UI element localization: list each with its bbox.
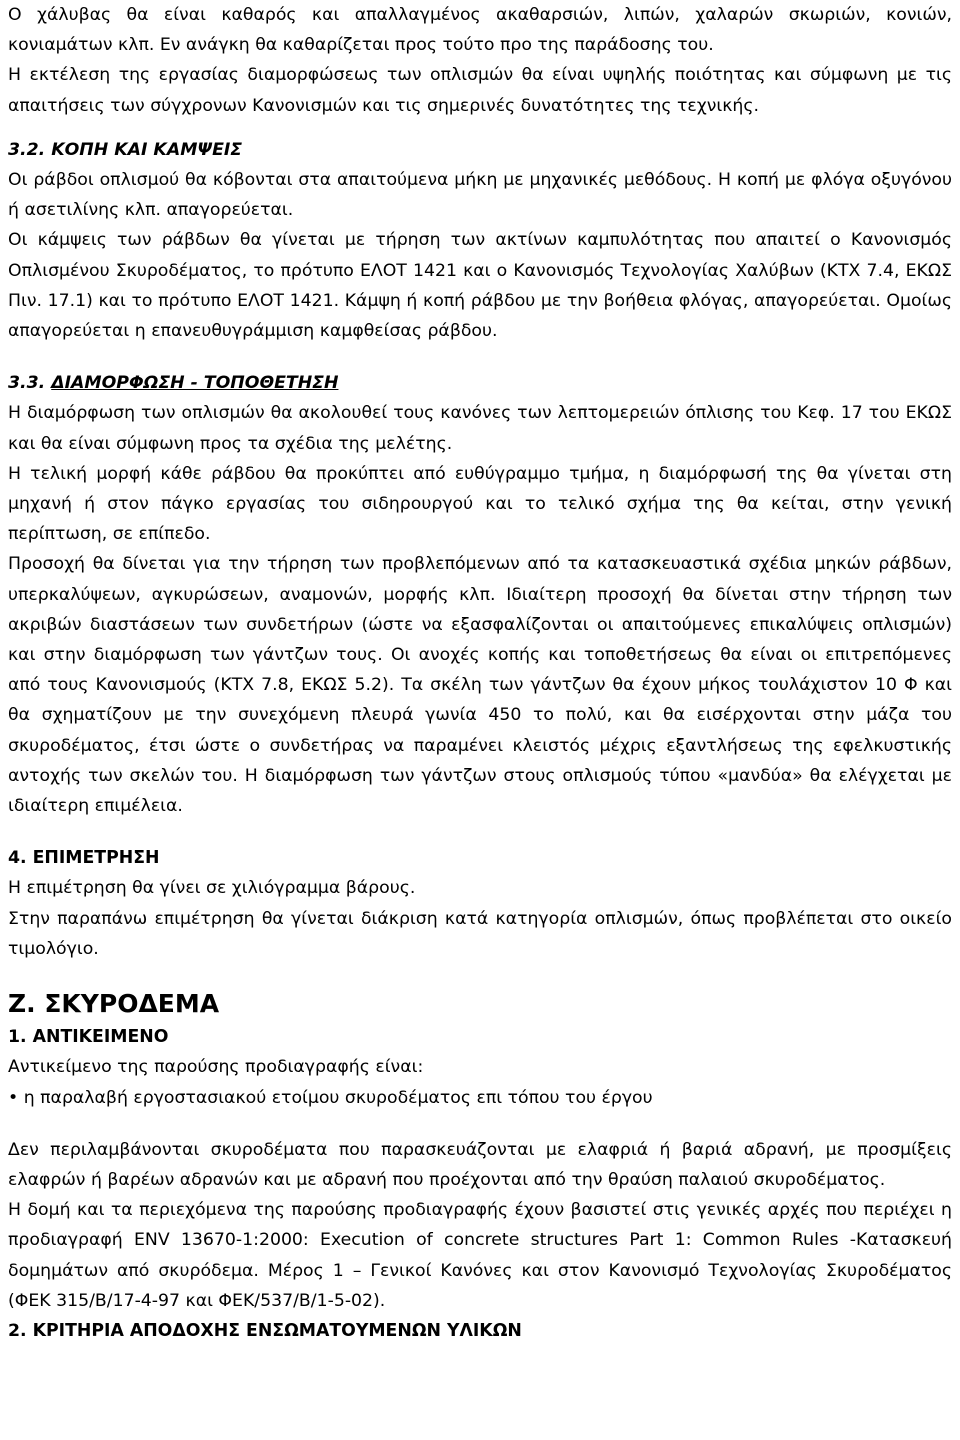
heading-3-3 <box>8 368 952 398</box>
heading-1-object: 1. ΑΝΤΙΚΕΙΜΕΝΟ <box>8 1027 169 1048</box>
bullet-mark: • <box>8 1087 19 1108</box>
bullet-item <box>8 1083 952 1113</box>
paragraph-object-intro: Αντικείμενο της παρούσης προδιαγραφής είναι: <box>8 1057 424 1078</box>
paragraph-measurement-unit: Η επιμέτρηση θα γίνει σε χιλιόγραμμα βάρους. <box>8 878 416 899</box>
heading-3-2: 3.2. ΚΟΠΗ ΚΑΙ ΚΑΜΨΕΙΣ <box>8 139 243 160</box>
heading-3-3-number: 3.3. <box>8 373 46 394</box>
paragraph-steel-cleanliness: Ο χάλυβας θα είναι καθαρός και απαλλαγμένος ακαθαρσιών, λιπών, χαλαρών σκωριών, κονιών, κονιαμάτων κλπ. Εν ανάγκη θα καθαρίζεται προς τούτο προ της παράδοσης του. <box>8 5 952 56</box>
paragraph-measurement-category: Στην παραπάνω επιμέτρηση θα γίνεται διάκριση κατά κατηγορία οπλισμών, όπως προβλέπεται στο οικείο τιμολόγιο. <box>8 908 952 959</box>
heading-2-acceptance: 2. ΚΡΙΤΗΡΙΑ ΑΠΟΔΟΧΗΣ ΕΝΣΩΜΑΤΟΥΜΕΝΩΝ ΥΛΙΚΩΝ <box>8 1320 522 1341</box>
paragraph-exclusions: Δεν περιλαμβάνονται σκυροδέματα που παρασκευάζονται με ελαφριά ή βαριά αδρανή, με προσμίξεις ελαφρών ή βαρέων αδρανών και με αδρανή που προέχονται από την θραύση παλαιού σκυροδέματος. <box>8 1139 952 1190</box>
bullet-text: η παραλαβή εργοστασιακού ετοίμου σκυροδέματος επι τόπου του έργου <box>23 1087 653 1108</box>
paragraph-basis: Η δομή και τα περιεχόμενα της παρούσης προδιαγραφής έχουν βασιστεί στις γενικές αρχές που περιέχει η προδιαγραφή ENV 13670-1:2000: Execution of concrete structures Part 1: Common Rules -Κατασκευή δομημάτων από σκυρόδεμα. Μέρος 1 – Γενικοί Κανόνες και στον Κανονισμό Τεχνολογίας Σκυροδέματος (ΦΕΚ 315/Β/17-4-97 και ΦΕΚ/537/Β/1-5-02). <box>8 1200 952 1311</box>
paragraph-shaping-rules: Η διαμόρφωση των οπλισμών θα ακολουθεί τους κανόνες των λεπτομερειών όπλισης του Κεφ. 17 του ΕΚΩΣ και θα είναι σύμφωνη προς τα σχέδια της μελέτης. <box>8 403 952 454</box>
heading-4-measurement: 4. ΕΠΙΜΕΤΡΗΣΗ <box>8 848 160 869</box>
heading-z-concrete: Ζ. ΣΚΥΡΟΔΕΜΑ <box>8 989 220 1019</box>
paragraph-bending: Οι κάμψεις των ράβδων θα γίνεται με τήρηση των ακτίνων καμπυλότητας που απαιτεί ο Κανονισμός Οπλισμένου Σκυροδέματος, το πρότυπο ΕΛΟΤ 1421 και ο Κανονισμός Τεχνολογίας Χαλύβων (ΚΤΧ 7.4, ΕΚΩΣ Πιν. 17.1) και το πρότυπο ΕΛΟΤ 1421. Κάμψη ή κοπή ράβδου με την βοήθεια φλόγας, απαγορεύεται. Ομοίως απαγορεύεται η επανευθυγράμμιση καμφθείσας ράβδου. <box>8 230 952 342</box>
paragraph-cutting: Οι ράβδοι οπλισμού θα κόβονται στα απαιτούμενα μήκη με μηχανικές μεθόδους. Η κοπή με φλόγα οξυγόνου ή ασετιλίνης κλπ. απαγορεύεται. <box>8 170 952 221</box>
heading-3-3-title: ΔΙΑΜΟΡΦΩΣΗ - ΤΟΠΟΘΕΤΗΣΗ <box>51 373 339 394</box>
paragraph-attention: Προσοχή θα δίνεται για την τήρηση των προβλεπόμενων από τα κατασκευαστικά σχέδια μηκών ράβδων, υπερκαλύψεων, αγκυρώσεων, αναμονών, μορφής κλπ. Ιδιαίτερη προσοχή θα δίνεται στην τήρηση των ακριβών διαστάσεων των συνδετήρων (ώστε να εξασφαλίζονται οι απαιτούμενες επικαλύψεις οπλισμών) και στην διαμόρφωση των γάντζων τους. Οι ανοχές κοπής και τοποθετήσεως θα είναι οι επιτρεπόμενες από τους Κανονισμούς (ΚΤΧ 7.8, ΕΚΩΣ 5.2). Τα σκέλη των γάντζων θα έχουν μήκος τουλάχιστον 10 Φ και θα σχηματίζουν με την συνεχόμενη πλευρά γωνία 450 το πολύ, και θα εισέρχονται στην μάζα του σκυροδέματος, έτσι ώστε ο συνδετήρας να παραμένει κλειστός μέχρις εξαντλήσεως της εφελκυστικής αντοχής των σκελών του. Η διαμόρφωση των γάντζων στους οπλισμούς τύπου «μανδύα» θα ελέγχεται με ιδιαίτερη επιμέλεια. <box>8 554 952 817</box>
paragraph-final-shape: Η τελική μορφή κάθε ράβδου θα προκύπτει από ευθύγραμμο τμήμα, η διαμόρφωσή της θα γίνεται στη μηχανή ή στον πάγκο εργασίας του σιδηρουργού και το τελικό σχήμα της θα κείται, στην γενική περίπτωση, σε επίπεδο. <box>8 463 952 545</box>
paragraph-shaping-quality: Η εκτέλεση της εργασίας διαμορφώσεως των οπλισμών θα είναι υψηλής ποιότητας και σύμφωνη με τις απαιτήσεις των σύγχρονων Κανονισμών και τις σημερινές δυνατότητες της τεχνικής. <box>8 65 952 116</box>
